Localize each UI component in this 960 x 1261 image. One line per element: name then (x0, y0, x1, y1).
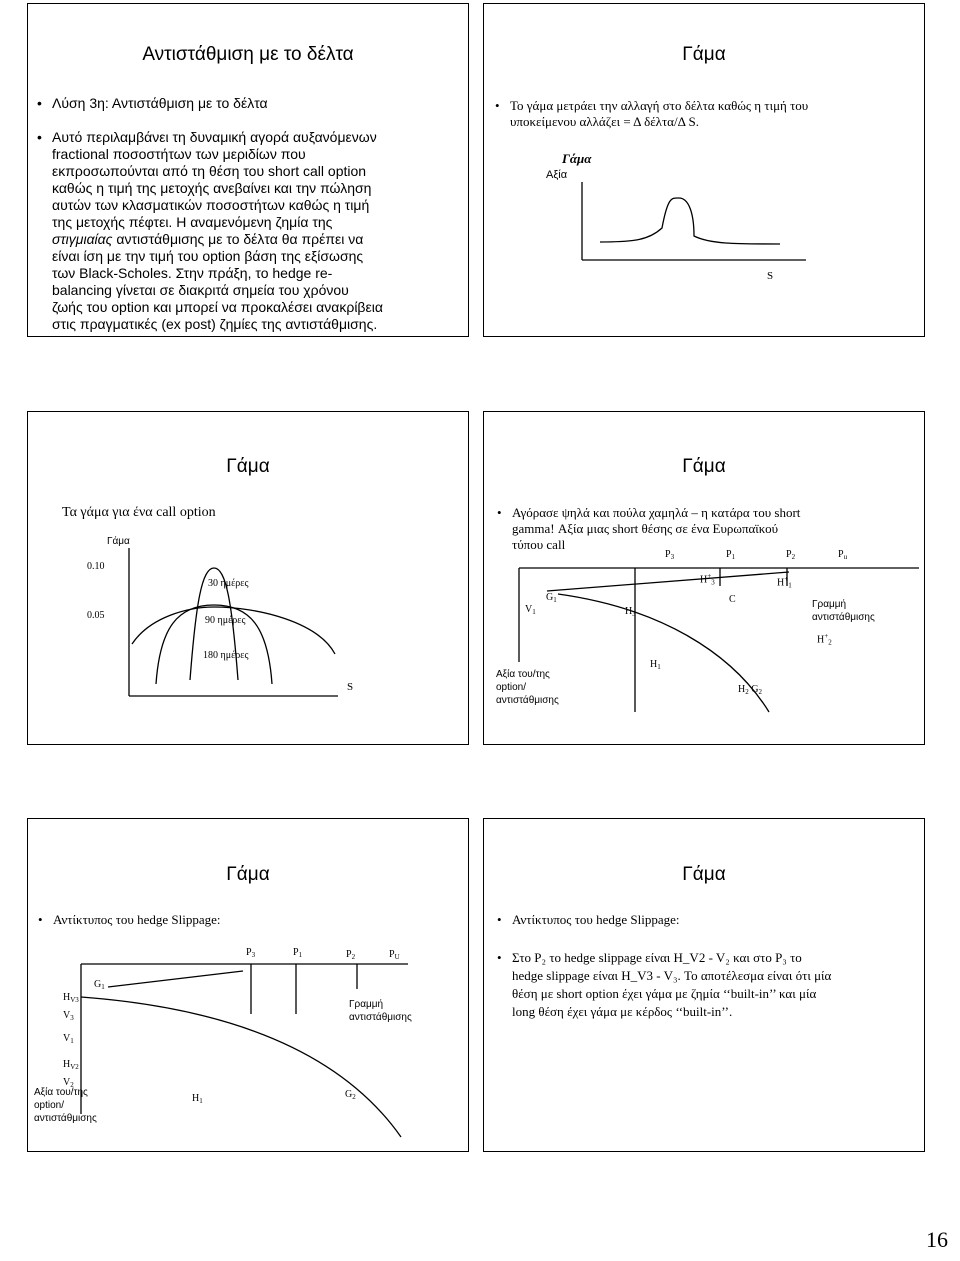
label-H3: $H_3$ (625, 606, 636, 618)
hedge-line-label: Γραμμή αντιστάθμισης (812, 599, 875, 623)
label-H-plus-2: $H^+_2$ (817, 632, 832, 647)
bullet-dot: • (497, 505, 502, 520)
label-HV2-V2: $H_{V2}$ $V_2$ (63, 1059, 79, 1089)
text-line: τύπου call (512, 537, 566, 552)
text-line: fractional ποσοστήτων των μεριδίων που (52, 146, 306, 162)
x-axis-label: S (767, 270, 774, 282)
text-line: θέση με short option έχει γάμα με ζημία ‘‘built-in’’ και μία (512, 986, 817, 1001)
label-P1: $P_1$ (293, 947, 303, 959)
bullet-dot: • (497, 912, 502, 927)
y-tick-010: 0.10 (87, 561, 105, 572)
slide-title: Γάμα (682, 864, 726, 885)
slide-hedge-slippage-text (483, 818, 925, 1152)
label-PU: $P_U$ (389, 949, 400, 961)
text-line: Στο P₂ το hedge slippage είναι H_V2 - V₂ και στο P₃ το (512, 950, 802, 965)
bullet-dot: • (38, 912, 43, 927)
label-90-days: 90 ημέρες (205, 615, 246, 626)
label-V1: $V_1$ (63, 1033, 74, 1045)
bullet-text: Αντίκτυπος του hedge Slippage: (53, 912, 221, 927)
text-line: ζωής του option και μπορεί να προκαλέσει ανακρίβεια (52, 299, 383, 315)
gamma-curve (600, 198, 780, 244)
gamma-label: Γάμα (107, 536, 130, 547)
bullet-hedge-slippage (497, 911, 680, 928)
page-number: 16 (926, 1227, 948, 1252)
label-H1: $H_1$ (650, 659, 661, 671)
y-tick-005: 0.05 (87, 610, 105, 621)
text-line (52, 231, 464, 248)
text-line: balancing γίνεται σε διακριτά σημεία του χρόνου (52, 282, 349, 298)
text-line: υποκείμενου αλλάζει = Δ δέλτα/Δ S. (510, 114, 699, 129)
slide-gamma-call-option (27, 411, 469, 745)
bullet-text: Αντίκτυπος του hedge Slippage: (512, 912, 680, 927)
slide-title: Γάμα (682, 456, 726, 477)
bullet-solution (37, 95, 268, 112)
label-G1: $G_1$ (546, 592, 557, 604)
text-line: καθώς η τιμή της μετοχής ανεβαίνει και την πώληση (52, 180, 372, 196)
slide-delta-hedging (27, 3, 469, 337)
label-H2-G2: $H_2$ $G_2$ (738, 684, 762, 696)
label-C: C (729, 594, 736, 605)
bullet-dot: • (37, 95, 42, 111)
y-axis-label: Αξία (546, 169, 568, 181)
text-rest: αντιστάθμισης με το δέλτα θα πρέπει να (112, 231, 364, 247)
label-H1: $H_1$ (192, 1093, 203, 1105)
hedge-line (108, 971, 243, 987)
slide-short-gamma-curse (483, 411, 925, 745)
bullet-dot: • (495, 98, 500, 113)
text-line: των Black-Scholes. Στην πράξη, το hedge re- (52, 265, 333, 281)
hedge-line (547, 572, 789, 591)
slide-title: Γάμα (226, 864, 270, 885)
label-P3: $P_3$ (665, 549, 675, 561)
label-G1: $G_1$ (94, 979, 105, 991)
bullet-slippage-explanation (497, 949, 832, 1021)
bullet-dot: • (37, 129, 42, 145)
slide-hedge-slippage-chart (27, 818, 469, 1152)
text-line: αυτών των κλασματικών ποσοστήτων καθώς η τιμή (52, 197, 370, 213)
hedge-line-label: Γραμμή αντιστάθμισης (349, 999, 412, 1023)
text-line: Αγόρασε ψηλά και πούλα χαμηλά – η κατάρα του short (512, 505, 801, 520)
text-line: long θέση έχει γάμα με κέρδος ‘‘built-in’’. (512, 1004, 733, 1019)
gamma-curves-chart (28, 412, 469, 745)
slide-title: Γάμα (682, 44, 726, 65)
label-30-days: 30 ημέρες (208, 578, 249, 589)
value-axis-label: Αξία του/της option/ αντιστάθμισης (34, 1087, 97, 1124)
text-line: Αυτό περιλαμβάνει τη δυναμική αγορά αυξανόμενων (52, 129, 377, 145)
label-H-plus-3: $H^+_3$ (700, 572, 715, 587)
bullet-dot: • (497, 950, 502, 965)
text-line: Το γάμα μετράει την αλλαγή στο δέλτα καθώς η τιμή του (510, 98, 809, 113)
italic-word: στιγμιαίας (52, 231, 113, 247)
text-line: είναι ίση με την τιμή του option βάση της εξίσωσης (52, 248, 364, 264)
label-P1: $P_1$ (726, 549, 736, 561)
x-axis-label: S (347, 681, 354, 693)
label-P3: $P_3$ (246, 947, 256, 959)
slide-title: Αντιστάθμιση με το δέλτα (142, 44, 354, 65)
bullet-text: Λύση 3η: Αντιστάθμιση με το δέλτα (52, 95, 268, 111)
label-V1: $V_1$ (525, 604, 536, 616)
label-P2: $P_2$ (786, 549, 796, 561)
text-line: hedge slippage είναι H_V3 - V₃. Το αποτέλεσμα είναι ότι μία (512, 968, 832, 983)
label-H-plus-1: $H^+_1$ (777, 575, 792, 590)
label-Pu: $P_u$ (838, 549, 848, 561)
value-axis-label: Αξία του/της option/ αντιστάθμισης (496, 669, 559, 706)
bullet-description (37, 129, 464, 333)
chart-subtitle: Τα γάμα για ένα call option (62, 505, 216, 520)
label-HV3-V3: $H_{V3}$ $V_3$ (63, 992, 79, 1022)
label-G2: $G_2$ (345, 1089, 356, 1101)
text-line: στις πραγματικές (ex post) ζημίες της αντιστάθμισης. (52, 316, 378, 332)
chart-title: Γάμα (562, 151, 592, 166)
text-line: gamma! Αξία μιας short θέσης σε ένα Ευρωπαϊκού (512, 521, 779, 536)
slide-gamma-definition (483, 3, 925, 337)
label-P2: $P_2$ (346, 949, 356, 961)
gamma-curve-chart (484, 4, 925, 337)
text-line: της μετοχής πέφτει. Η αναμενόμενη ζημία της (52, 214, 333, 230)
label-180-days: 180 ημέρες (203, 650, 249, 661)
text-line: εκπροσωπούνται από τη θέση του short call option (52, 163, 367, 179)
slide-title: Γάμα (226, 456, 270, 477)
